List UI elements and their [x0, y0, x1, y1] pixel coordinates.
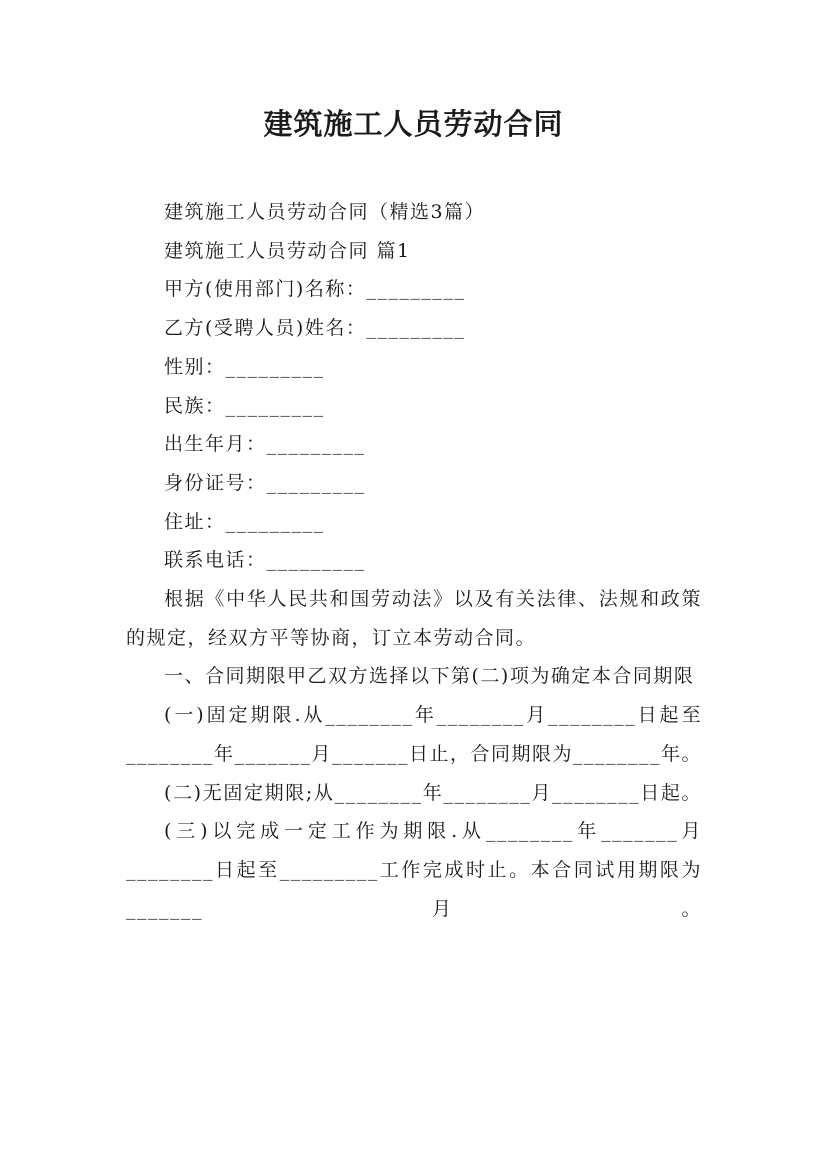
field-id-number: 身份证号：_________: [164, 471, 366, 494]
field-birth-date: 出生年月：_________: [164, 433, 366, 456]
paragraph-preamble: 根据《中华人民共和国劳动法》以及有关法律、法规和政策的规定，经双方平等协商，订立本劳动合同。: [126, 588, 702, 649]
field-party-a-name: 甲方(使用部门)名称：_________: [164, 278, 466, 301]
field-ethnicity: 民族：_________: [164, 394, 325, 417]
field-party-b-name: 乙方(受聘人员)姓名：_________: [164, 317, 466, 340]
paragraph-task-term: (三)以完成一定工作为期限.从________年_______月________日起至_________工作完成时止。本合同试用期限为_______月。: [126, 820, 702, 920]
paragraph-subtitle: 建筑施工人员劳动合同（精选3篇）: [164, 201, 486, 223]
field-gender: 性别：_________: [164, 355, 325, 378]
field-phone: 联系电话：_________: [164, 549, 366, 572]
document-body: [126, 193, 702, 928]
paragraph-section-heading: 建筑施工人员劳动合同 篇1: [164, 239, 411, 262]
paragraph-open-term: (二)无固定期限;从________年________月________日起。: [164, 781, 702, 804]
paragraph-fixed-term: (一)固定期限.从________年________月________日起至________年_______月_______日止，合同期限为________年。: [126, 704, 703, 765]
document-title: 建筑施工人员劳动合同: [263, 107, 564, 141]
paragraph-clause-1: 一、合同期限甲乙双方选择以下第(二)项为确定本合同期限: [164, 665, 695, 688]
field-address: 住址：_________: [164, 510, 325, 533]
